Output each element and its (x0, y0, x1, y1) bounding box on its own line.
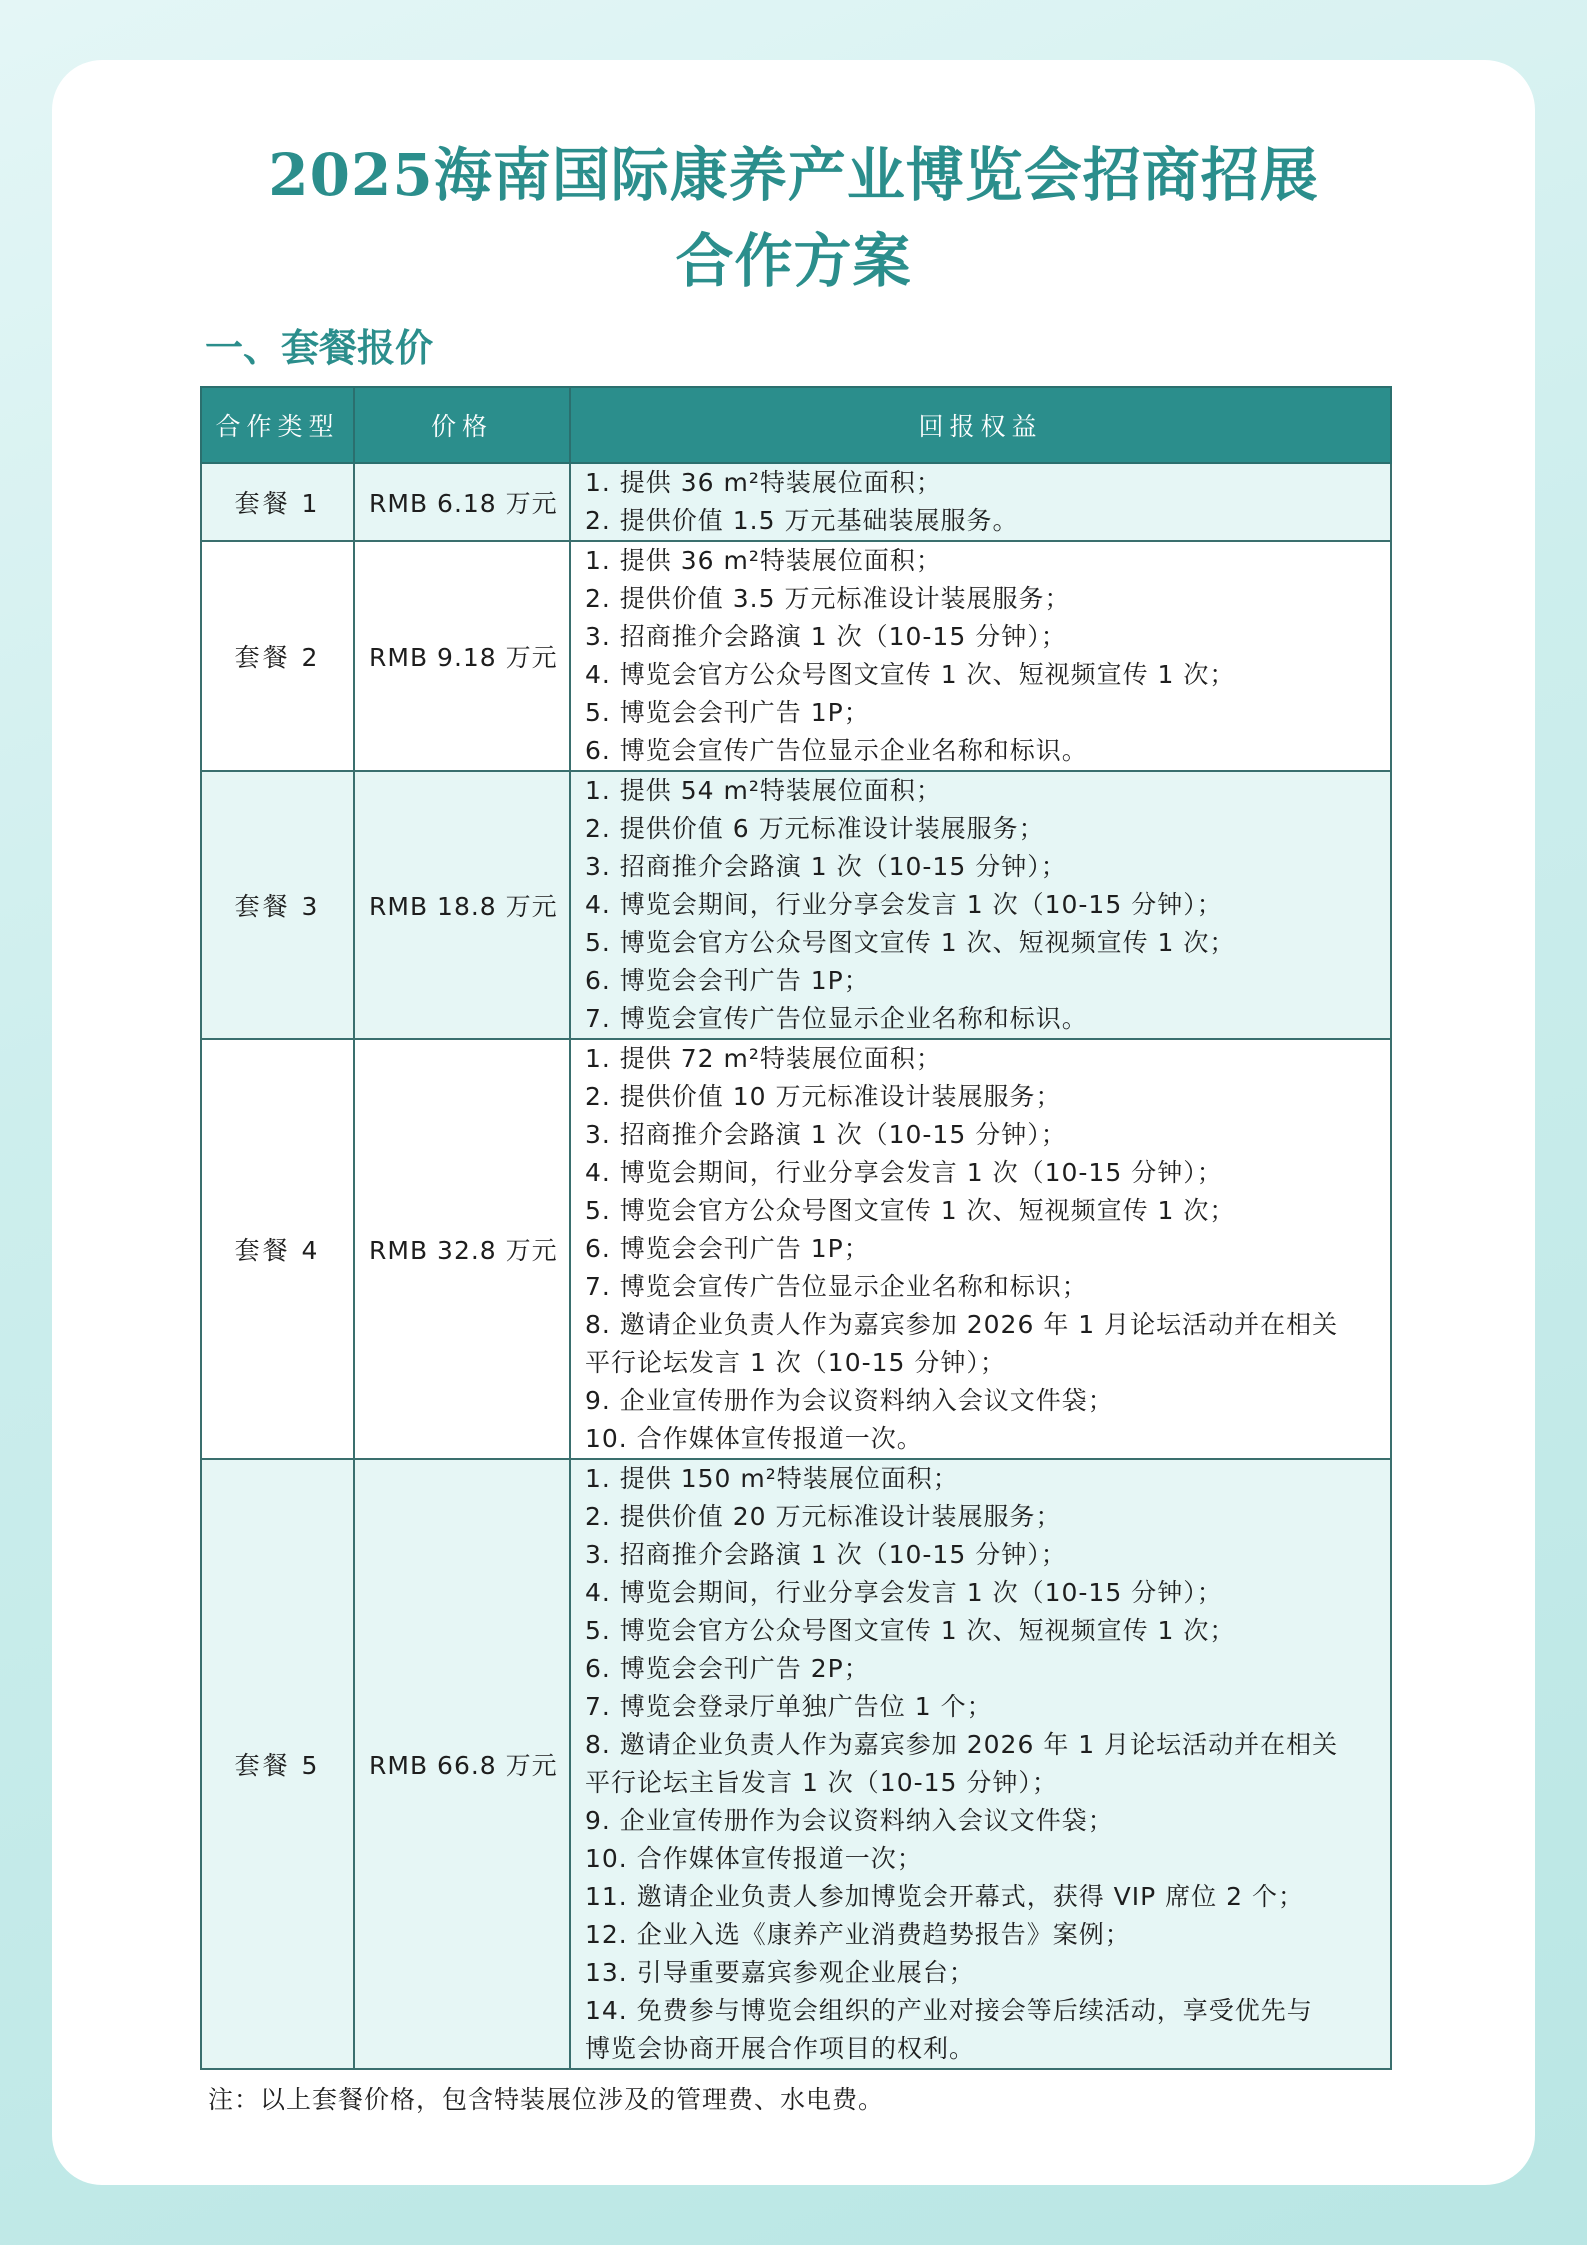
benefit-line: 3. 招商推介会路演 1 次（10-15 分钟）； (585, 622, 1067, 651)
section-heading: 一、套餐报价 (205, 325, 434, 370)
benefit-line: 1. 提供 54 m²特装展位面积； (585, 776, 942, 805)
package-price-table (200, 386, 1392, 2070)
benefit-line: 8. 邀请企业负责人作为嘉宾参加 2026 年 1 月论坛活动并在相关 (585, 1730, 1339, 1759)
title-line-2: 合作方案 (675, 227, 912, 295)
package-price: RMB 6.18 万元 (354, 463, 570, 541)
benefit-line: 6. 博览会宣传广告位显示企业名称和标识。 (585, 736, 1088, 765)
benefit-line: 平行论坛主旨发言 1 次（10-15 分钟）； (585, 1768, 1058, 1797)
benefit-line: 6. 博览会会刊广告 2P； (585, 1654, 870, 1683)
package-benefits (570, 1039, 1391, 1459)
benefit-line: 7. 博览会宣传广告位显示企业名称和标识。 (585, 1004, 1088, 1033)
benefit-line: 5. 博览会官方公众号图文宣传 1 次、短视频宣传 1 次； (585, 1196, 1236, 1225)
document-title (0, 132, 1587, 304)
benefit-line: 1. 提供 150 m²特装展位面积； (585, 1464, 959, 1493)
benefit-line: 5. 博览会官方公众号图文宣传 1 次、短视频宣传 1 次； (585, 1616, 1236, 1645)
package-type: 套餐 5 (201, 1459, 354, 2069)
footnote: 注：以上套餐价格，包含特装展位涉及的管理费、水电费。 (208, 2085, 885, 2114)
benefit-line: 4. 博览会官方公众号图文宣传 1 次、短视频宣传 1 次； (585, 660, 1236, 689)
package-price: RMB 18.8 万元 (354, 771, 570, 1039)
benefit-line: 9. 企业宣传册作为会议资料纳入会议文件袋； (585, 1386, 1114, 1415)
benefit-line: 2. 提供价值 3.5 万元标准设计装展服务； (585, 584, 1071, 613)
benefit-line: 1. 提供 72 m²特装展位面积； (585, 1044, 942, 1073)
package-price: RMB 66.8 万元 (354, 1459, 570, 2069)
package-type: 套餐 2 (201, 541, 354, 771)
benefit-line: 10. 合作媒体宣传报道一次； (585, 1844, 923, 1873)
benefit-line: 8. 邀请企业负责人作为嘉宾参加 2026 年 1 月论坛活动并在相关 (585, 1310, 1339, 1339)
package-type: 套餐 3 (201, 771, 354, 1039)
benefit-line: 12. 企业入选《康养产业消费趋势报告》案例； (585, 1920, 1131, 1949)
table-row (201, 771, 1391, 1039)
benefit-line: 5. 博览会会刊广告 1P； (585, 698, 870, 727)
benefit-line: 6. 博览会会刊广告 1P； (585, 1234, 870, 1263)
table-row (201, 1039, 1391, 1459)
benefit-line: 2. 提供价值 6 万元标准设计装展服务； (585, 814, 1045, 843)
benefit-line: 3. 招商推介会路演 1 次（10-15 分钟）； (585, 1540, 1067, 1569)
package-type: 套餐 1 (201, 463, 354, 541)
benefit-line: 11. 邀请企业负责人参加博览会开幕式，获得 VIP 席位 2 个； (585, 1882, 1304, 1911)
benefit-line: 14. 免费参与博览会组织的产业对接会等后续活动，享受优先与 (585, 1996, 1313, 2025)
table-row (201, 541, 1391, 771)
package-price: RMB 32.8 万元 (354, 1039, 570, 1459)
table-header-row (201, 387, 1391, 463)
header-type: 合作类型 (201, 387, 354, 463)
benefit-line: 4. 博览会期间，行业分享会发言 1 次（10-15 分钟）； (585, 890, 1223, 919)
benefit-line: 博览会协商开展合作项目的权利。 (585, 2034, 976, 2063)
benefit-line: 3. 招商推介会路演 1 次（10-15 分钟）； (585, 852, 1067, 881)
benefit-line: 13. 引导重要嘉宾参观企业展台； (585, 1958, 975, 1987)
benefit-line: 2. 提供价值 10 万元标准设计装展服务； (585, 1082, 1062, 1111)
title-line-1: 2025海南国际康养产业博览会招商招展 (268, 141, 1319, 209)
benefit-line: 3. 招商推介会路演 1 次（10-15 分钟）； (585, 1120, 1067, 1149)
header-benefits: 回报权益 (570, 387, 1391, 463)
table-row (201, 1459, 1391, 2069)
benefit-line: 5. 博览会官方公众号图文宣传 1 次、短视频宣传 1 次； (585, 928, 1236, 957)
benefit-line: 7. 博览会登录厅单独广告位 1 个； (585, 1692, 993, 1721)
package-price: RMB 9.18 万元 (354, 541, 570, 771)
benefit-line: 4. 博览会期间，行业分享会发言 1 次（10-15 分钟）； (585, 1158, 1223, 1187)
benefit-line: 6. 博览会会刊广告 1P； (585, 966, 870, 995)
benefit-line: 1. 提供 36 m²特装展位面积； (585, 546, 942, 575)
benefit-line: 9. 企业宣传册作为会议资料纳入会议文件袋； (585, 1806, 1114, 1835)
header-price: 价格 (354, 387, 570, 463)
package-benefits (570, 1459, 1391, 2069)
benefit-line: 4. 博览会期间，行业分享会发言 1 次（10-15 分钟）； (585, 1578, 1223, 1607)
benefit-line: 2. 提供价值 1.5 万元基础装展服务。 (585, 506, 1019, 535)
benefit-line: 1. 提供 36 m²特装展位面积； (585, 468, 942, 497)
benefit-line: 2. 提供价值 20 万元标准设计装展服务； (585, 1502, 1062, 1531)
package-benefits (570, 463, 1391, 541)
package-benefits (570, 541, 1391, 771)
benefit-line: 7. 博览会宣传广告位显示企业名称和标识； (585, 1272, 1088, 1301)
benefit-line: 10. 合作媒体宣传报道一次。 (585, 1424, 923, 1453)
package-type: 套餐 4 (201, 1039, 354, 1459)
benefit-line: 平行论坛发言 1 次（10-15 分钟）； (585, 1348, 1006, 1377)
package-benefits (570, 771, 1391, 1039)
table-row (201, 463, 1391, 541)
